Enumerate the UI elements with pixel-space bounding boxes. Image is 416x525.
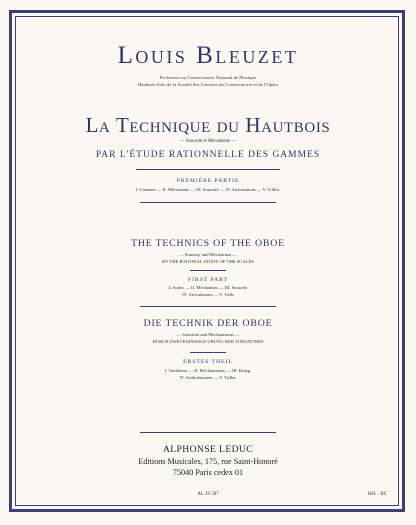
publisher-address-1: Editions Musicales, 175, rue Saint-Honoré xyxy=(138,457,278,466)
divider-2 xyxy=(140,202,276,203)
reference-code: Réf. : BC xyxy=(368,492,388,497)
publisher-address-2: 75040 Paris cedex 01 xyxy=(172,468,244,477)
german-subtitle: — Sonorität und Mechanismus — xyxy=(176,332,240,337)
author-name: Louis Bleuzet xyxy=(117,42,299,69)
author-subtitle-2: Hautbois-Solo de la Société des Concerts du Conservatoire et de l'Opéra xyxy=(137,82,279,87)
divider-4 xyxy=(140,306,276,307)
french-subtitle: — Sonorité et Mécanisme — xyxy=(179,139,237,144)
english-toc-line-2: IV. Articulations — V. Trills xyxy=(182,292,234,297)
divider-3 xyxy=(190,270,226,271)
divider-6 xyxy=(140,432,276,433)
french-tagline: PAR L'ÉTUDE RATIONNELLE DES GAMMES xyxy=(95,150,321,160)
french-part-heading: PREMIÈRE PARTIE xyxy=(176,178,240,184)
divider-1 xyxy=(136,169,280,170)
author-subtitle-1: Professeur au Conservatoire National de Musique xyxy=(159,75,257,80)
german-tagline: DURCH ZWECKMÄSSIGE ÜBUNG DER TONLEITERN xyxy=(152,339,264,344)
french-part-toc: I. Gammes — II. Mécanisme — III. Sonorité — IV. Articulations — V. Trilles. xyxy=(135,187,281,192)
publisher-name: ALPHONSE LEDUC xyxy=(162,444,254,455)
french-title: La Technique du Hautbois xyxy=(85,113,331,137)
english-title: THE TECHNICS OF THE OBOE xyxy=(131,238,285,249)
catalog-number: AL 19 307 xyxy=(197,492,219,497)
german-part-heading: ERSTES THEIL xyxy=(183,359,233,365)
english-subtitle: — Sonority and Mechanism — xyxy=(179,252,237,257)
english-toc-line-1: I. Scales — II. Mechanism — III. Sonority xyxy=(168,285,248,290)
german-title: DIE TECHNIK DER OBOE xyxy=(143,318,273,329)
english-part-heading: FIRST PART xyxy=(188,277,228,283)
english-tagline: BY THE RATIONAL STUDY OF THE SCALES xyxy=(162,259,254,264)
german-toc-line-1: I. Tonleitern — II. Mechanismus — III. Klang. xyxy=(164,368,252,373)
german-toc-line-2: IV. Artikulationen — V. Triller. xyxy=(179,375,237,380)
divider-5 xyxy=(190,352,226,353)
